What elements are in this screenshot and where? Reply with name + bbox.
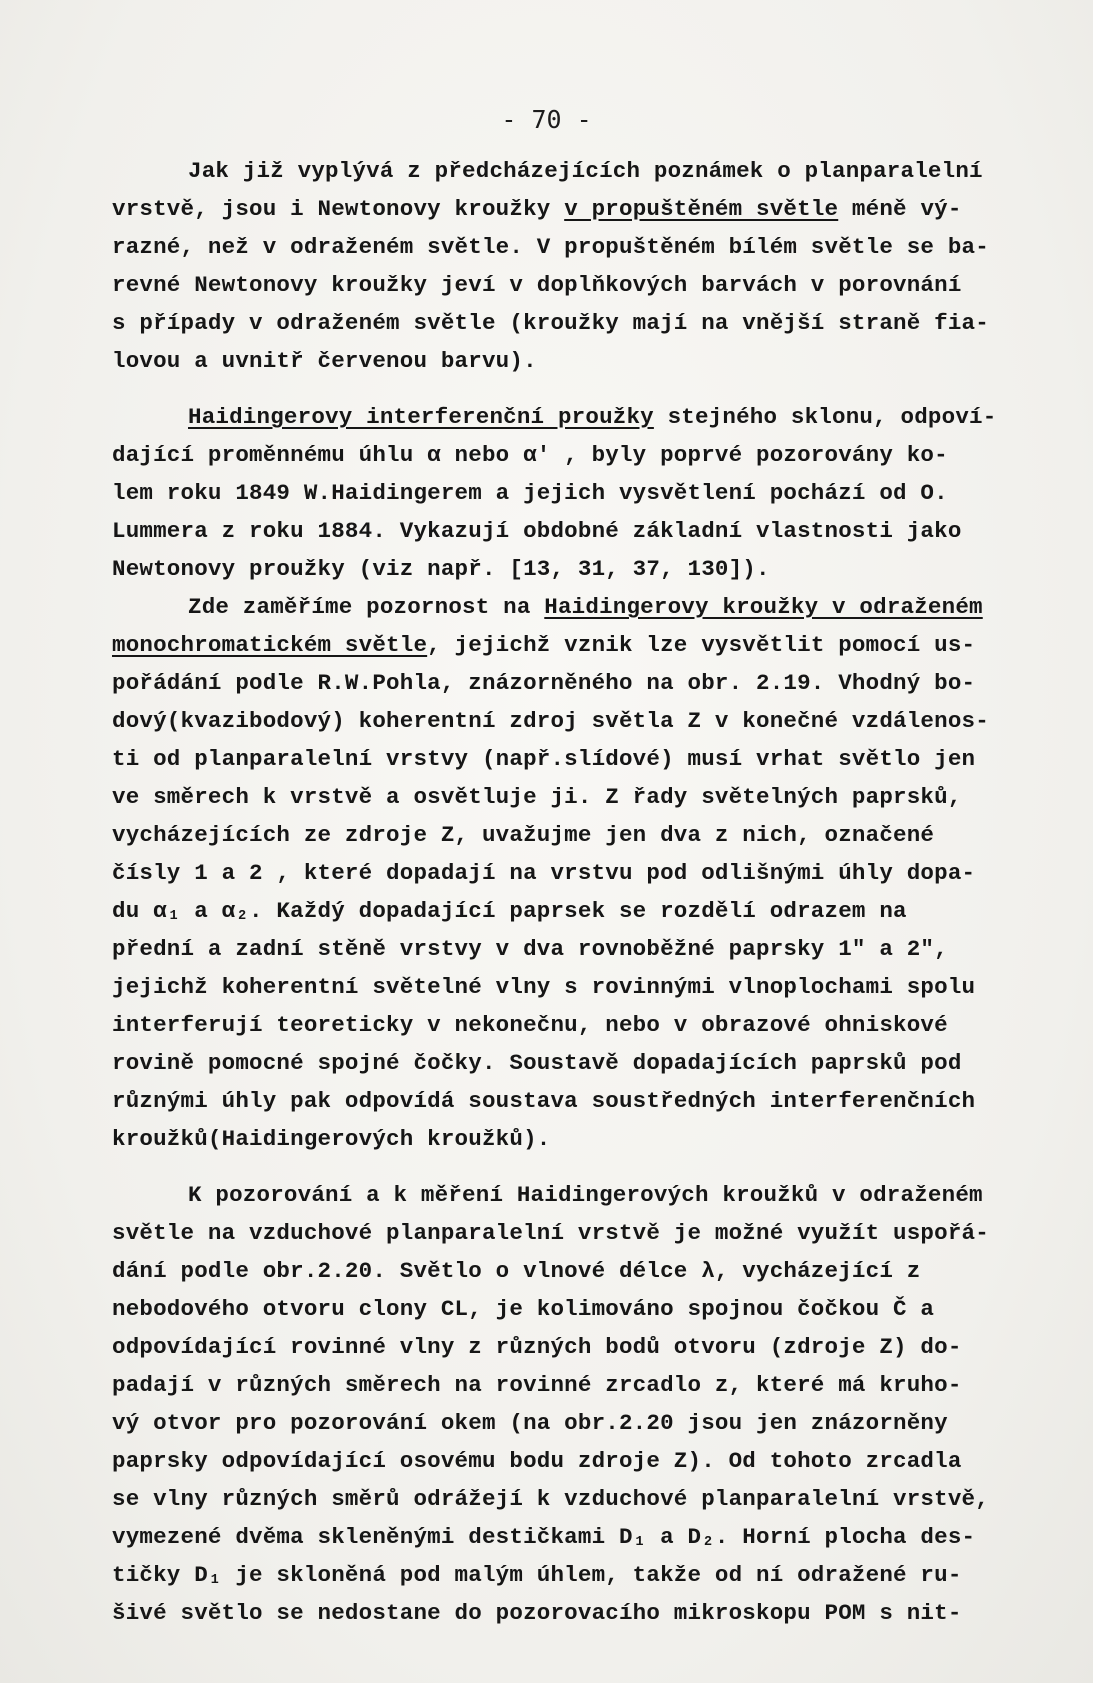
paragraph-gap xyxy=(112,380,1048,398)
text-segment: Newtonovy proužky (viz např. [13, 31, 37, 130]). xyxy=(112,556,770,582)
text-segment: vrstvě, jsou i Newtonovy kroužky xyxy=(112,196,565,222)
text-line xyxy=(112,1290,1048,1328)
text-line xyxy=(112,152,1048,190)
text-segment: méně vý- xyxy=(838,196,962,222)
text-segment: odpovídající rovinné vlny z různých bodů otvoru (zdroje Z) do- xyxy=(112,1334,962,1360)
text-line xyxy=(112,816,1048,854)
text-segment: pořádání podle R.W.Pohla, znázorněného na obr. 2.19. Vhodný bo- xyxy=(112,670,976,696)
text-segment: lovou a uvnitř červenou barvu). xyxy=(112,348,537,374)
text-line xyxy=(112,512,1048,550)
text-segment: nebodového otvoru clony CL, je kolimováno spojnou čočkou Č a xyxy=(112,1296,935,1322)
paragraph xyxy=(112,1176,1048,1632)
text-line xyxy=(112,930,1048,968)
text-segment: razné, než v odraženém světle. V propuštěném bílém světle se ba- xyxy=(112,234,989,260)
text-line xyxy=(112,664,1048,702)
text-line xyxy=(112,1404,1048,1442)
text-line xyxy=(112,702,1048,740)
text-segment: šivé světlo se nedostane do pozorovacího mikroskopu POM s nit- xyxy=(112,1600,962,1626)
page-number: - 70 - xyxy=(501,105,592,134)
underlined-text: monochromatickém světle xyxy=(112,632,428,658)
text-segment: ti od planparalelní vrstvy (např.slídové) musí vrhat světlo jen xyxy=(112,746,976,772)
text-segment: stejného sklonu, odpoví- xyxy=(653,404,997,430)
text-segment: s případy v odraženém světle (kroužky mají na vnější straně fia- xyxy=(112,310,989,336)
text-segment: ve směrech k vrstvě a osvětluje ji. Z řady světelných paprsků, xyxy=(112,784,962,810)
text-segment: dový(kvazibodový) koherentní zdroj světla Z v konečné vzdálenos- xyxy=(112,708,989,734)
body-text xyxy=(112,152,1048,1632)
text-line xyxy=(112,740,1048,778)
paragraph xyxy=(112,398,1048,1158)
text-line xyxy=(112,1120,1048,1158)
text-line xyxy=(112,968,1048,1006)
text-line xyxy=(112,1044,1048,1082)
text-line xyxy=(112,1518,1048,1556)
text-segment: vycházejících ze zdroje Z, uvažujme jen dva z nich, označené xyxy=(112,822,935,848)
underlined-text: v propuštěném světle xyxy=(564,196,839,222)
paragraph-gap xyxy=(112,1158,1048,1176)
text-segment: se vlny různých směrů odrážejí k vzduchové planparalelní vrstvě, xyxy=(112,1486,989,1512)
text-line xyxy=(112,626,1048,664)
text-line xyxy=(112,228,1048,266)
text-line xyxy=(112,266,1048,304)
underlined-text: Haidingerovy kroužky v odraženém xyxy=(544,594,983,620)
text-line xyxy=(112,1480,1048,1518)
text-segment: revné Newtonovy kroužky jeví v doplňkových barvách v porovnání xyxy=(112,272,962,298)
text-line xyxy=(112,304,1048,342)
text-line xyxy=(112,1442,1048,1480)
text-segment: přední a zadní stěně vrstvy v dva rovnoběžné paprsky 1″ a 2″, xyxy=(112,936,948,962)
text-line xyxy=(112,1594,1048,1632)
text-line xyxy=(112,550,1048,588)
paragraph xyxy=(112,152,1048,380)
text-line xyxy=(112,190,1048,228)
text-segment: čísly 1 a 2 , které dopadají na vrstvu pod odlišnými úhly dopa- xyxy=(112,860,976,886)
text-line xyxy=(112,398,1048,436)
text-segment: různými úhly pak odpovídá soustava soustředných interferenčních xyxy=(112,1088,976,1114)
text-line xyxy=(112,1556,1048,1594)
text-segment: interferují teoreticky v nekonečnu, nebo v obrazové ohniskové xyxy=(112,1012,948,1038)
text-line xyxy=(112,1366,1048,1404)
text-segment: vymezené dvěma skleněnými destičkami D₁ a D₂. Horní plocha des- xyxy=(112,1524,976,1550)
text-segment: K pozorování a k měření Haidingerových kroužků v odraženém xyxy=(188,1182,983,1208)
text-line xyxy=(112,854,1048,892)
text-segment: dající proměnnému úhlu α nebo α′ , byly poprvé pozorovány ko- xyxy=(112,442,948,468)
text-segment: světle na vzduchové planparalelní vrstvě je možné využít uspořá- xyxy=(112,1220,989,1246)
text-segment: paprsky odpovídající osovému bodu zdroje Z). Od tohoto zrcadla xyxy=(112,1448,962,1474)
text-segment: lem roku 1849 W.Haidingerem a jejich vysvětlení pochází od O. xyxy=(112,480,948,506)
text-line xyxy=(112,892,1048,930)
text-segment: tičky D₁ je skloněná pod malým úhlem, takže od ní odražené ru- xyxy=(112,1562,962,1588)
text-segment: , jejichž vznik lze vysvětlit pomocí us- xyxy=(427,632,976,658)
text-line xyxy=(112,1252,1048,1290)
underlined-text: Haidingerovy interferenční proužky xyxy=(188,404,654,430)
text-line xyxy=(112,474,1048,512)
text-segment: padají v různých směrech na rovinné zrcadlo z, které má kruho- xyxy=(112,1372,962,1398)
text-line xyxy=(112,342,1048,380)
text-line xyxy=(112,778,1048,816)
text-line xyxy=(112,436,1048,474)
text-line xyxy=(112,1006,1048,1044)
text-line xyxy=(112,1082,1048,1120)
text-segment: kroužků(Haidingerových kroužků). xyxy=(112,1126,551,1152)
text-segment: jejichž koherentní světelné vlny s rovinnými vlnoplochami spolu xyxy=(112,974,976,1000)
text-line xyxy=(112,1214,1048,1252)
text-segment: Jak již vyplývá z předcházejících poznámek o planparalelní xyxy=(188,158,983,184)
text-line xyxy=(112,588,1048,626)
text-segment: Lummera z roku 1884. Vykazují obdobné základní vlastnosti jako xyxy=(112,518,962,544)
text-segment: du α₁ a α₂. Každý dopadající paprsek se rozdělí odrazem na xyxy=(112,898,907,924)
text-line xyxy=(112,1328,1048,1366)
text-segment: Zde zaměříme pozornost na xyxy=(188,594,545,620)
text-segment: rovině pomocné spojné čočky. Soustavě dopadajících paprsků pod xyxy=(112,1050,962,1076)
text-segment: vý otvor pro pozorování okem (na obr.2.20 jsou jen znázorněny xyxy=(112,1410,948,1436)
text-line xyxy=(112,1176,1048,1214)
text-segment: dání podle obr.2.20. Světlo o vlnové délce λ, vycházející z xyxy=(112,1258,921,1284)
